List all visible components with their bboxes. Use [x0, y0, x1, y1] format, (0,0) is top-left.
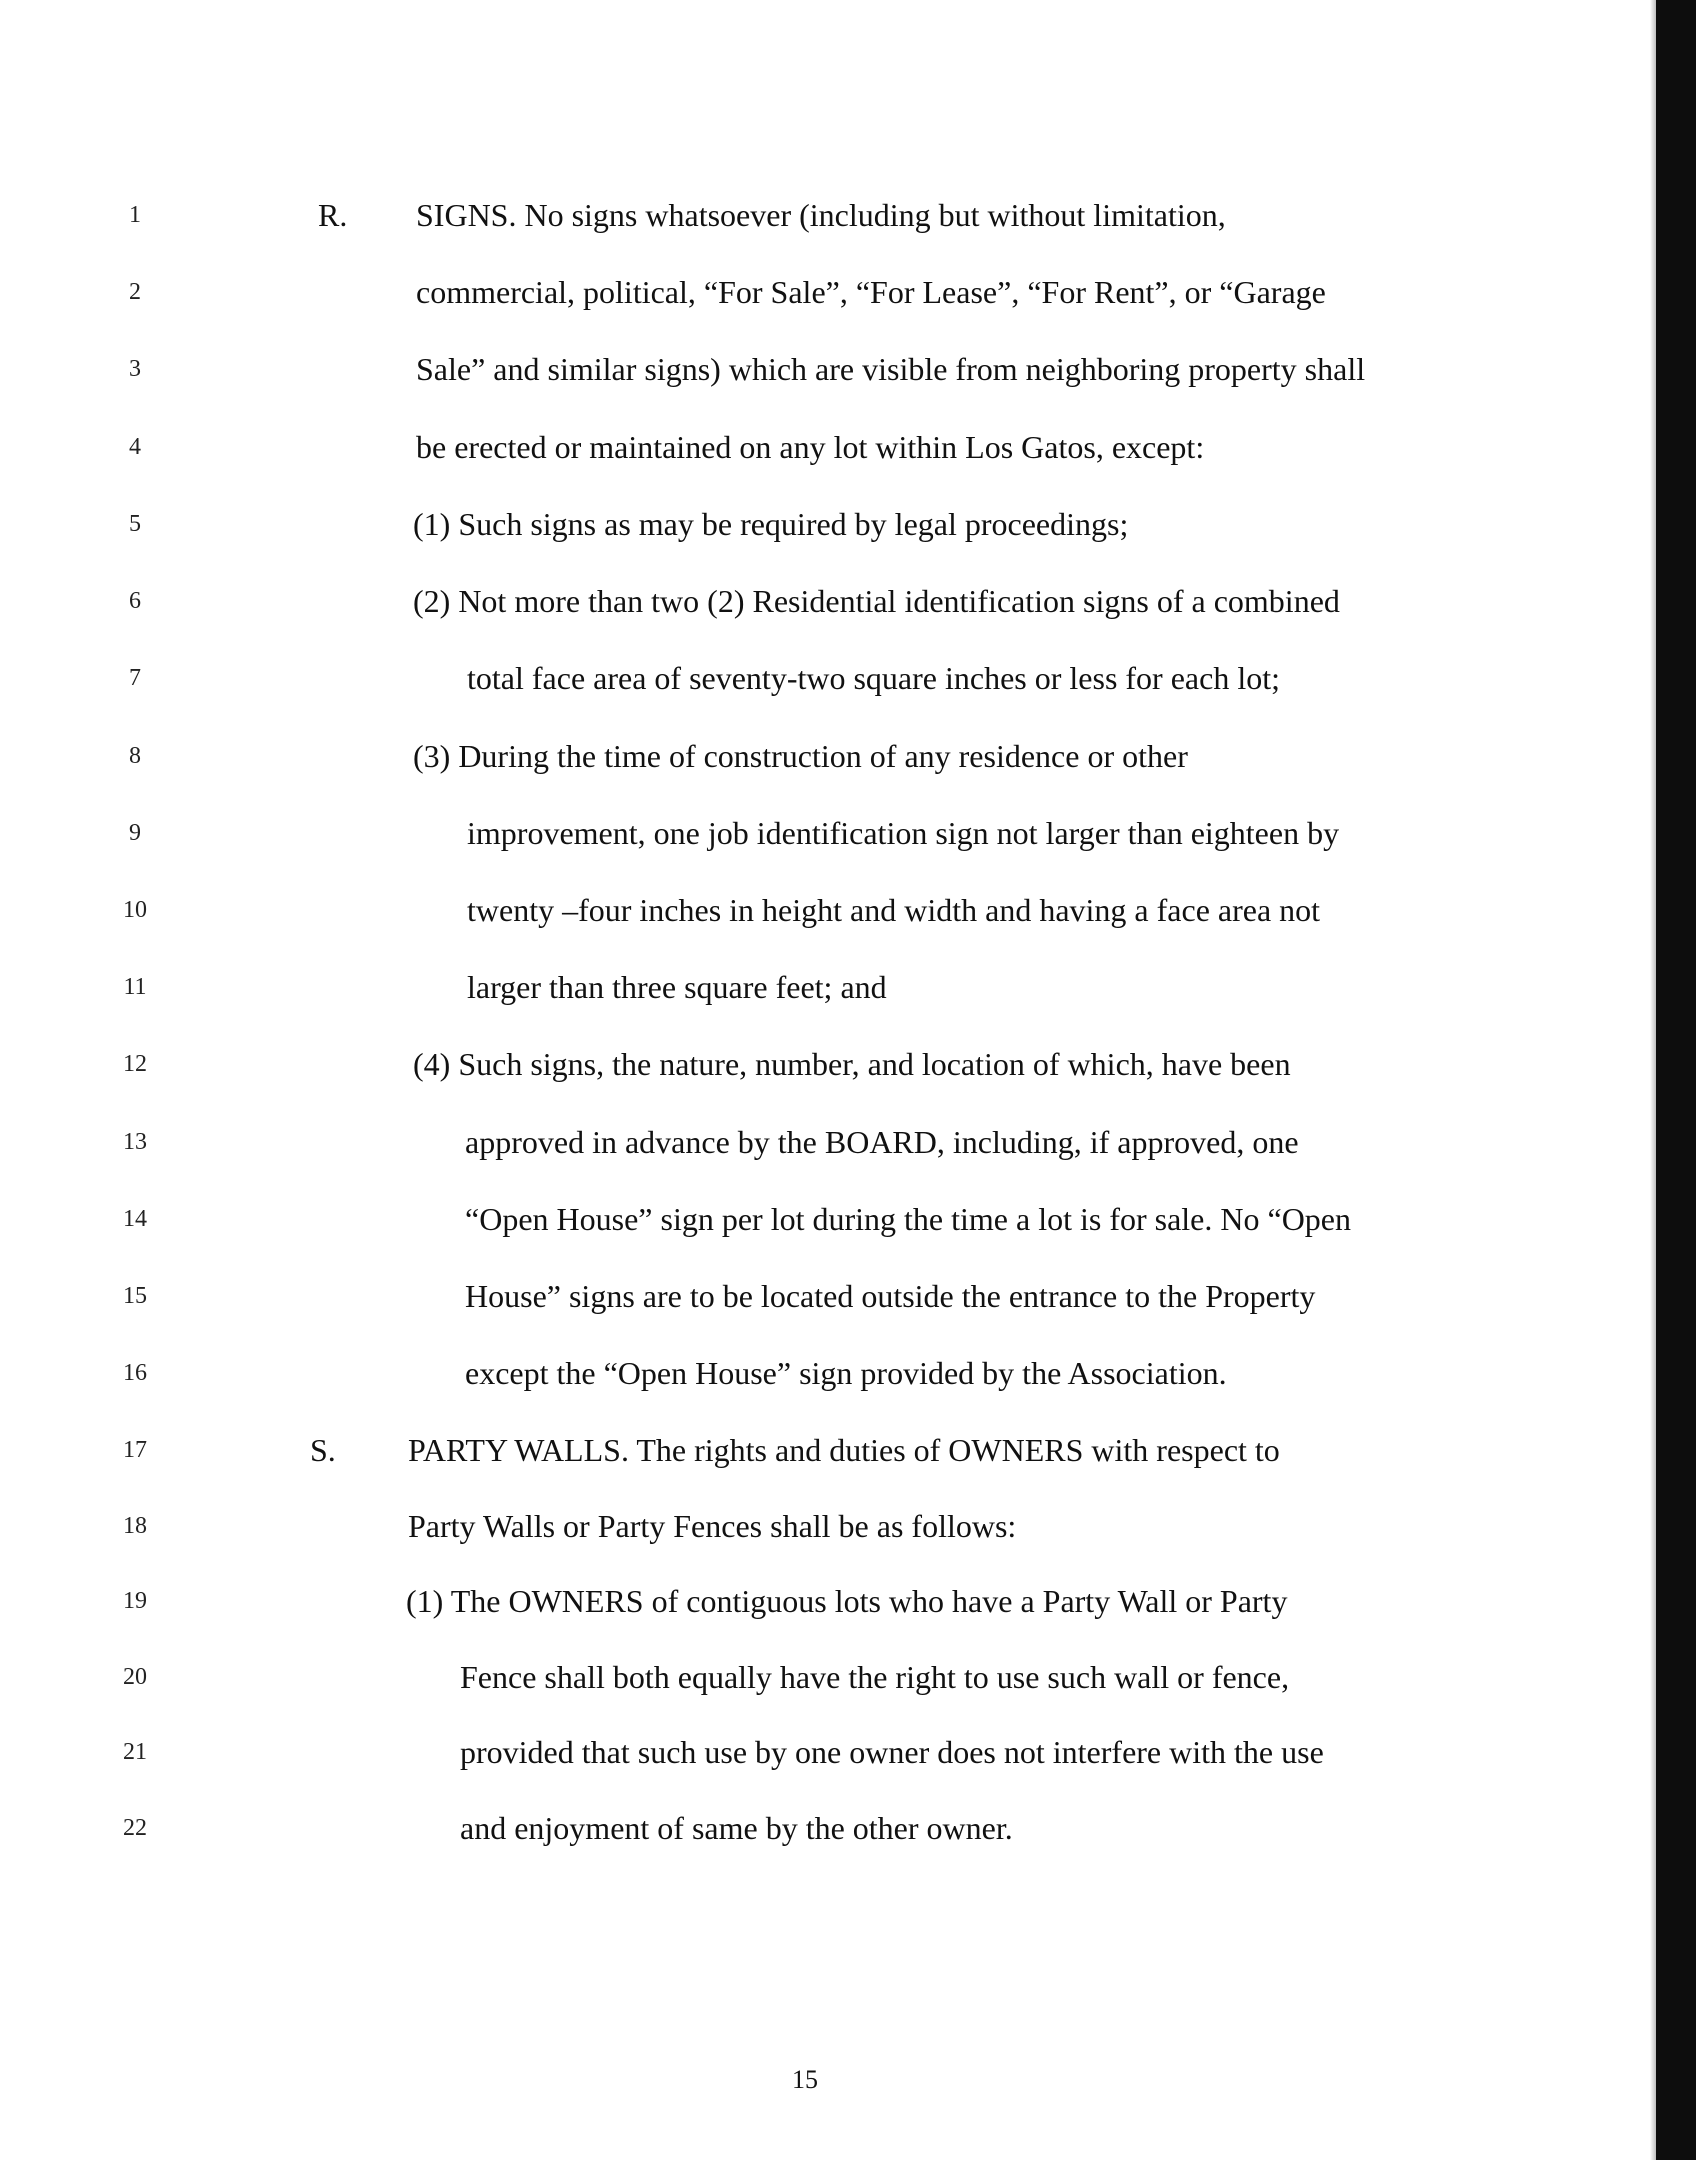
document-line: [0, 1727, 1640, 1777]
line-number: 12: [123, 1051, 147, 1077]
line-text: (1) The OWNERS of contiguous lots who have a Party Wall or Party: [406, 1583, 1288, 1619]
document-line: [0, 1117, 1640, 1167]
line-text: House” signs are to be located outside the entrance to the Property: [465, 1278, 1316, 1314]
line-text: Party Walls or Party Fences shall be as follows:: [408, 1508, 1017, 1544]
line-text: Sale” and similar signs) which are visible from neighboring property shall: [416, 351, 1366, 387]
line-text: larger than three square feet; and: [467, 969, 887, 1005]
document-line: [0, 1652, 1640, 1702]
line-number: 19: [123, 1588, 147, 1614]
line-text: (1) Such signs as may be required by legal proceedings;: [413, 506, 1129, 542]
line-text: commercial, political, “For Sale”, “For Lease”, “For Rent”, or “Garage: [416, 274, 1326, 310]
document-line: [0, 1194, 1640, 1244]
line-text: total face area of seventy-two square inches or less for each lot;: [467, 660, 1280, 696]
line-number: 9: [129, 820, 141, 846]
document-line: [0, 267, 1640, 317]
line-text: be erected or maintained on any lot within Los Gatos, except:: [416, 429, 1205, 465]
line-number: 13: [123, 1129, 147, 1155]
line-text: Fence shall both equally have the right to use such wall or fence,: [460, 1659, 1290, 1695]
document-line: [0, 885, 1640, 935]
document-line: [0, 1348, 1640, 1398]
section-marker: R.: [318, 197, 348, 233]
document-line: [0, 1803, 1640, 1853]
page-number: 15: [792, 2065, 818, 2094]
line-text: SIGNS. No signs whatsoever (including but without limitation,: [416, 197, 1226, 233]
line-number: 5: [129, 511, 141, 537]
document-line: [0, 1501, 1640, 1551]
line-text: twenty –four inches in height and width and having a face area not: [467, 892, 1321, 928]
line-number: 6: [129, 588, 141, 614]
line-number: 11: [123, 974, 147, 1000]
document-line: [0, 653, 1640, 703]
scan-edge: [1656, 0, 1696, 2160]
line-number: 21: [123, 1739, 147, 1765]
line-number: 2: [129, 279, 141, 305]
line-number: 7: [129, 665, 141, 691]
line-number: 4: [129, 434, 141, 460]
line-number: 16: [123, 1360, 147, 1386]
document-line: [0, 962, 1640, 1012]
document-line: [0, 1039, 1640, 1089]
line-text: provided that such use by one owner does not interfere with the use: [460, 1734, 1324, 1770]
line-text: except the “Open House” sign provided by the Association.: [465, 1355, 1227, 1391]
line-text: PARTY WALLS. The rights and duties of OWNERS with respect to: [408, 1432, 1280, 1468]
line-number: 15: [123, 1283, 147, 1309]
document-line: [0, 1576, 1640, 1626]
section-marker: S.: [310, 1432, 336, 1468]
line-number: 14: [123, 1206, 147, 1232]
document-line: [0, 808, 1640, 858]
line-number: 8: [129, 743, 141, 769]
line-number: 3: [129, 356, 141, 382]
line-number: 10: [123, 897, 147, 923]
line-text: “Open House” sign per lot during the time a lot is for sale. No “Open: [465, 1201, 1351, 1237]
line-text: improvement, one job identification sign not larger than eighteen by: [467, 815, 1340, 851]
document-line: [0, 422, 1640, 472]
line-text: (4) Such signs, the nature, number, and location of which, have been: [413, 1046, 1291, 1082]
line-number: 18: [123, 1513, 147, 1539]
line-number: 17: [123, 1437, 147, 1463]
line-text: and enjoyment of same by the other owner.: [460, 1810, 1013, 1846]
document-line: [0, 190, 1640, 240]
line-text: approved in advance by the BOARD, including, if approved, one: [465, 1124, 1299, 1160]
document-line: [0, 731, 1640, 781]
document-line: [0, 499, 1640, 549]
document-line: [0, 576, 1640, 626]
line-number: 20: [123, 1664, 147, 1690]
document-line: [0, 344, 1640, 394]
document-line: [0, 1425, 1640, 1475]
line-number: 22: [123, 1815, 147, 1841]
line-number: 1: [129, 202, 141, 228]
line-text: (3) During the time of construction of any residence or other: [413, 738, 1188, 774]
line-text: (2) Not more than two (2) Residential identification signs of a combined: [413, 583, 1340, 619]
document-line: [0, 1271, 1640, 1321]
